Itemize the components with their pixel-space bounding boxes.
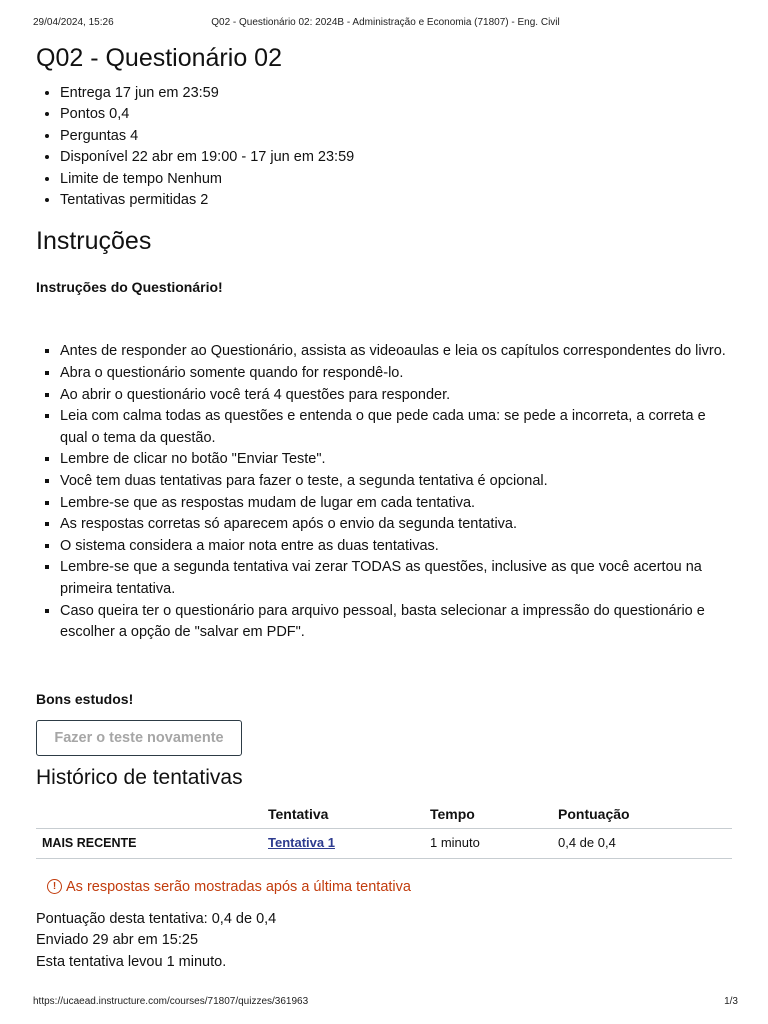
instruction-item: ▪ As respostas corretas só aparecem após o envio da segunda tentativa.: [60, 514, 736, 536]
instruction-item: ▪ Abra o questionário somente quando for respondê-lo.: [60, 363, 736, 385]
instructions-heading: Instruções: [36, 227, 152, 256]
instruction-item: ▪ Leia com calma todas as questões e entenda o que pede cada uma: se pede a incorreta, a correta e qual o tema da questão.: [60, 406, 736, 449]
instructions-closing: Bons estudos!: [36, 690, 134, 707]
instruction-item: ▪ Lembre-se que as respostas mudam de lugar em cada tentativa.: [60, 493, 736, 515]
retake-quiz-button[interactable]: Fazer o teste novamente: [36, 720, 242, 756]
detail-allowed-attempts: • Tentativas permitidas 2: [60, 190, 736, 211]
table-row: [36, 828, 732, 858]
results-notice-text: As respostas serão mostradas após a última tentativa: [66, 878, 411, 895]
print-header: [33, 17, 738, 31]
instruction-item: ▪ Lembre de clicar no botão "Enviar Teste".: [60, 449, 736, 471]
attempt-history-table: [36, 804, 732, 859]
instruction-item: ▪ Você tem duas tentativas para fazer o teste, a segunda tentativa é opcional.: [60, 471, 736, 493]
instruction-item: ▪ Antes de responder ao Questionário, assista as videoaulas e leia os capítulos correspondentes do livro.: [60, 341, 736, 363]
attempt-history-heading: Histórico de tentativas: [36, 765, 243, 789]
instructions-subheading: Instruções do Questionário!: [36, 279, 223, 296]
column-header-time: Tempo: [430, 805, 475, 822]
column-header-score: Pontuação: [558, 805, 630, 822]
print-date: 29/04/2024, 15:26: [33, 17, 114, 28]
instruction-item: ▪ Lembre-se que a segunda tentativa vai zerar TODAS as questões, inclusive as que você acertou na primeira tentativa.: [60, 557, 736, 600]
quiz-content: [36, 42, 736, 974]
table-header-row: [36, 804, 732, 829]
attempt-summary: [36, 909, 736, 974]
instruction-item: ▪ O sistema considera a maior nota entre as duas tentativas.: [60, 536, 736, 558]
quiz-details-list: [36, 83, 736, 211]
detail-time-limit: • Limite de tempo Nenhum: [60, 169, 736, 190]
print-url: https://ucaead.instructure.com/courses/71807/quizzes/361963: [33, 996, 309, 1007]
attempt-time: 1 minuto: [430, 835, 480, 851]
print-document-title: Q02 - Questionário 02: 2024B - Administração e Economia (71807) - Eng. Civil: [211, 17, 560, 28]
instruction-item: ▪ Ao abrir o questionário você terá 4 questões para responder.: [60, 385, 736, 407]
attempt-submitted: Enviado 29 abr em 15:25: [36, 932, 199, 949]
attempt-1-link[interactable]: Tentativa 1: [268, 835, 335, 851]
column-header-attempt: Tentativa: [268, 805, 329, 822]
alert-circle-icon: !: [47, 879, 62, 894]
print-footer: [33, 996, 738, 1010]
column-header-label: [36, 804, 268, 829]
results-notice: [47, 877, 736, 897]
most-recent-label: MAIS RECENTE: [42, 836, 137, 851]
instruction-item: ▪ Caso queira ter o questionário para arquivo pessoal, basta selecionar a impressão do questionário e escolher a opção de "salvar em PDF".: [60, 601, 736, 644]
detail-questions: • Perguntas 4: [60, 126, 736, 147]
quiz-title: Q02 - Questionário 02: [36, 44, 282, 72]
instructions-list: [36, 341, 736, 643]
print-page-number: 1/3: [724, 996, 738, 1007]
attempt-score: 0,4 de 0,4: [558, 835, 616, 851]
attempt-duration: Esta tentativa levou 1 minuto.: [36, 953, 227, 970]
detail-due: • Entrega 17 jun em 23:59: [60, 83, 736, 104]
attempt-score-summary: Pontuação desta tentativa: 0,4 de 0,4: [36, 910, 277, 927]
detail-points: • Pontos 0,4: [60, 104, 736, 125]
detail-available: • Disponível 22 abr em 19:00 - 17 jun em 23:59: [60, 147, 736, 168]
